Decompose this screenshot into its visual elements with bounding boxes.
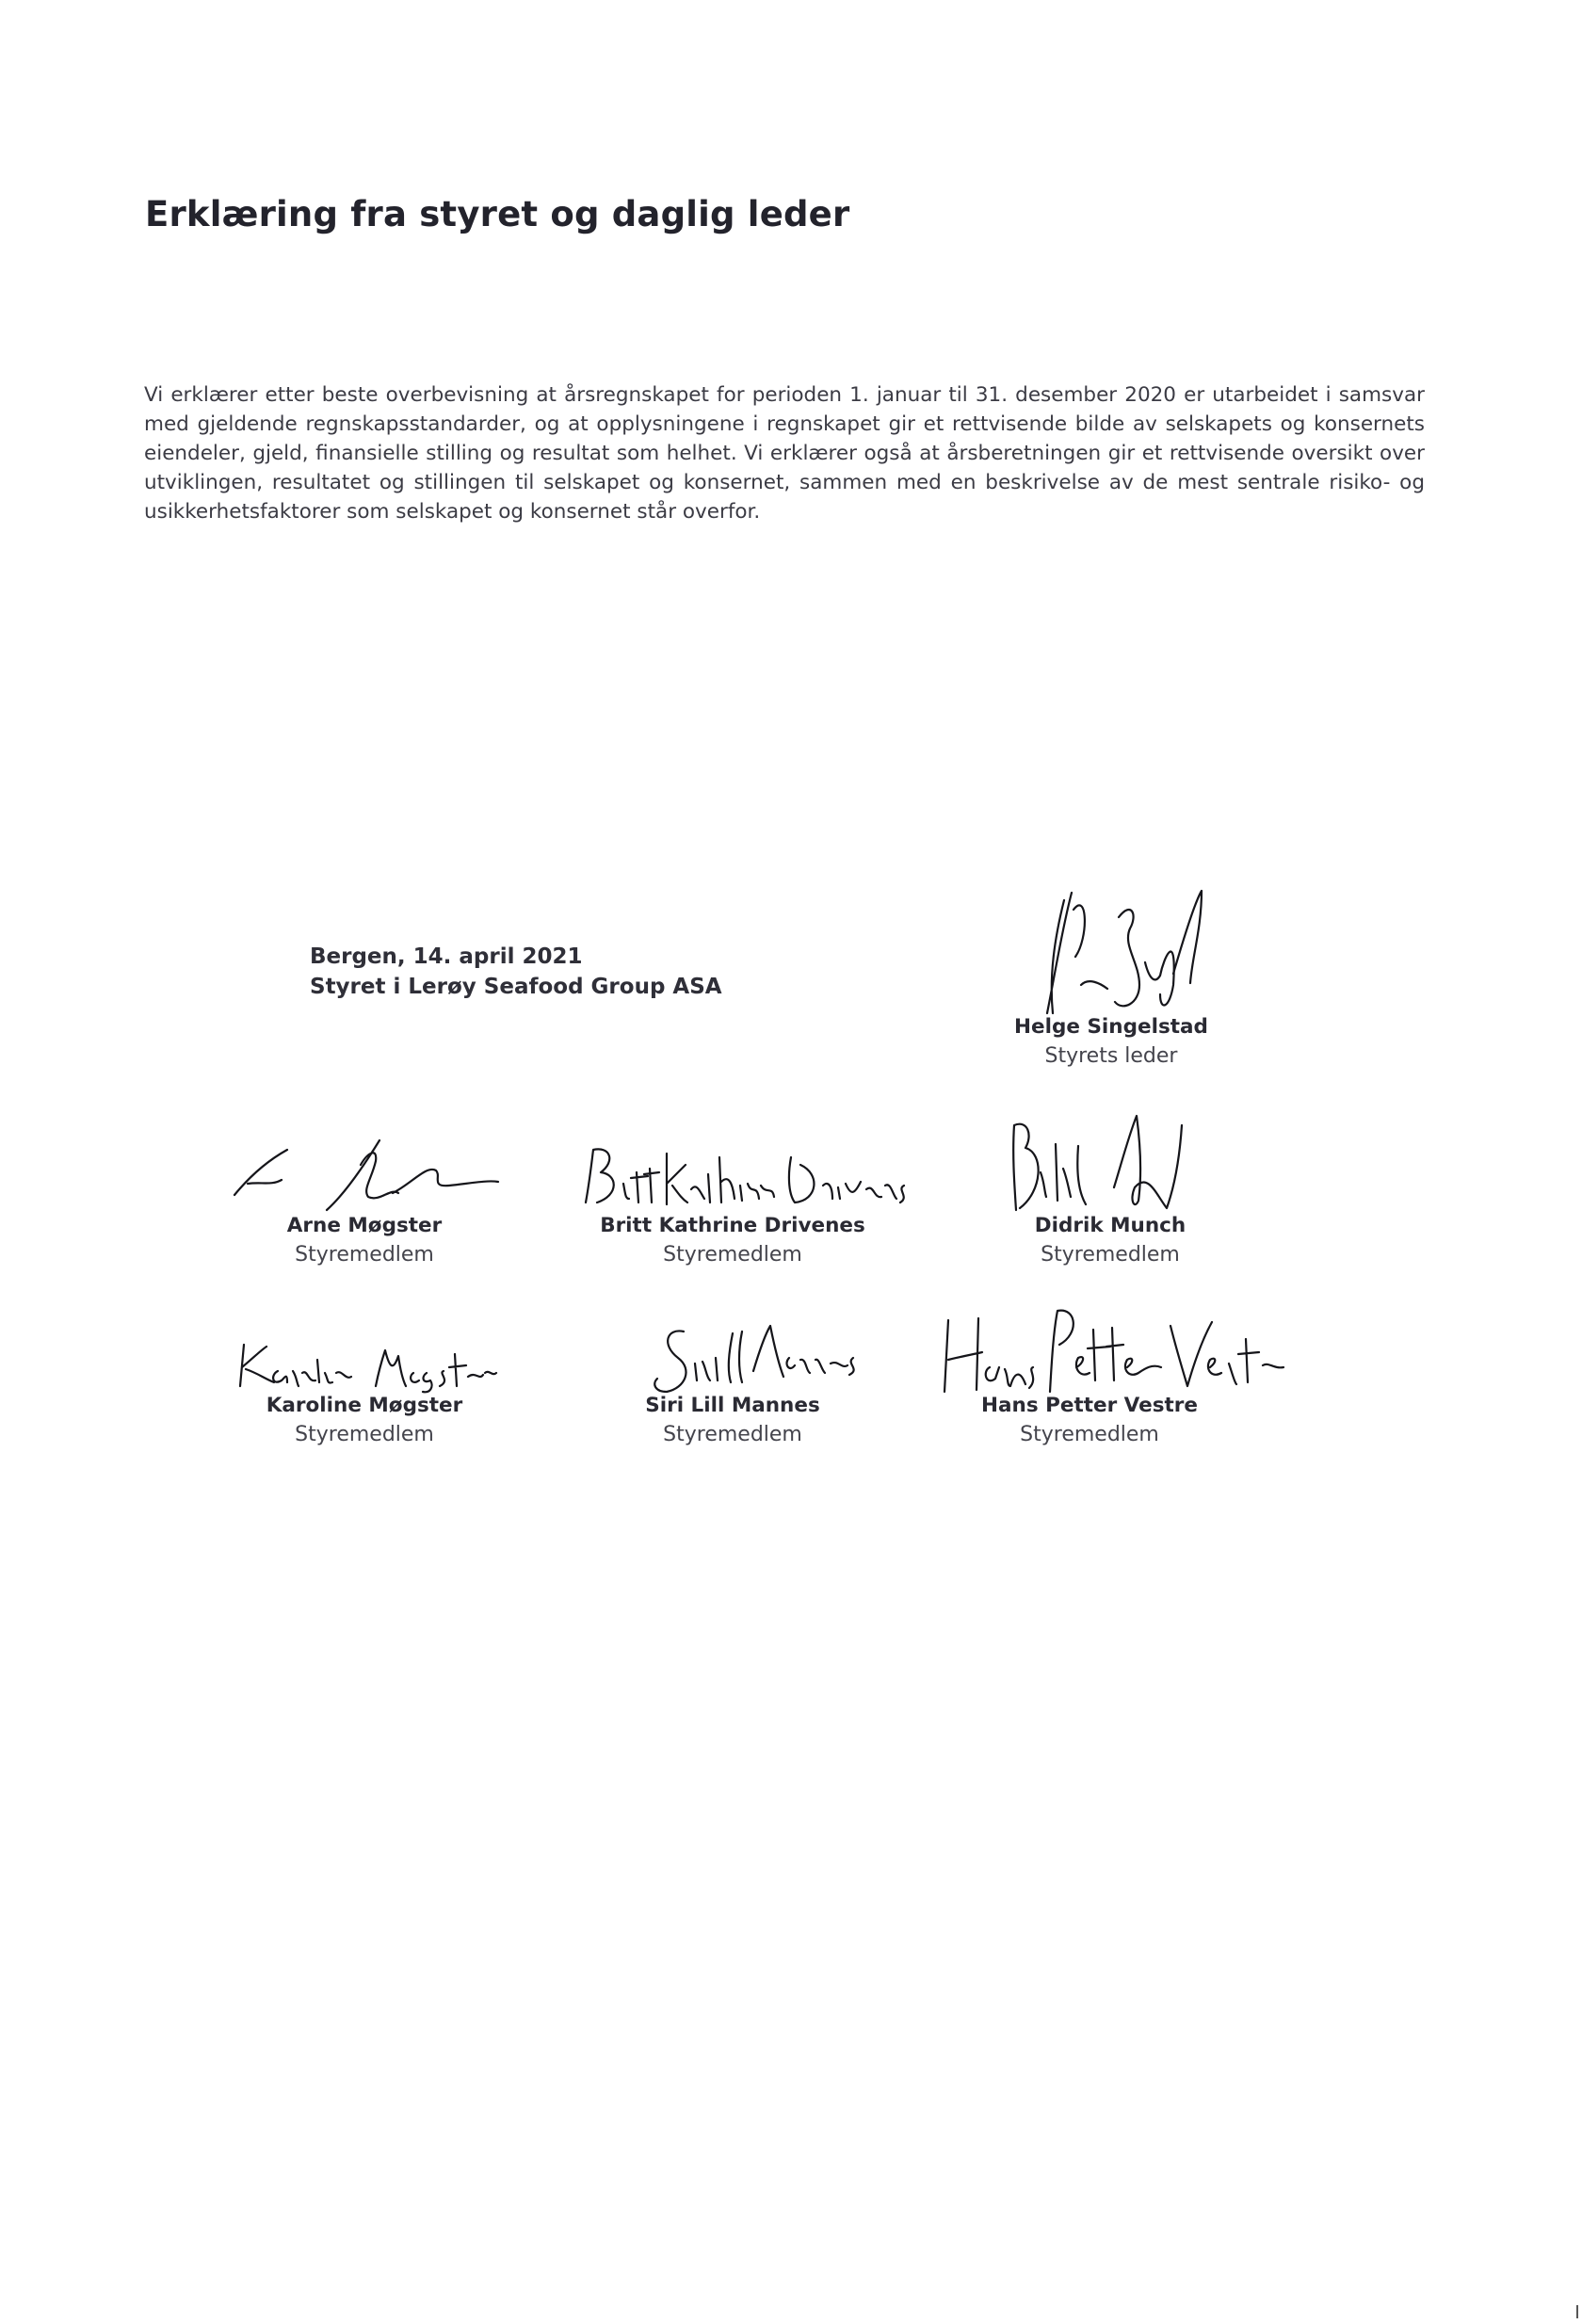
page-edge-mark <box>1576 2305 1578 2318</box>
signature-arne-mogster <box>167 1127 562 1221</box>
signer-role: Styremedlem <box>1041 1243 1180 1267</box>
signer-name: Karoline Møgster <box>266 1394 463 1417</box>
signer-name: Britt Kathrine Drivenes <box>600 1214 865 1237</box>
signature-didrik-munch <box>912 1106 1308 1218</box>
signer-didrik-munch <box>912 1212 1308 1270</box>
signer-name: Helge Singelstad <box>1014 1015 1208 1039</box>
signer-role: Styremedlem <box>295 1423 434 1446</box>
signature-hans-petter-vestre <box>892 1301 1287 1396</box>
signer-name: Hans Petter Vestre <box>981 1394 1198 1417</box>
place-date-block <box>310 942 722 1002</box>
signature-britt-kathrine-drivenes <box>535 1137 930 1218</box>
page-title: Erklæring fra styret og daglig leder <box>145 194 850 234</box>
signer-britt-kathrine-drivenes <box>535 1212 930 1270</box>
declaration-paragraph: Vi erklærer etter beste overbevisning at årsregnskapet for perioden 1. januar til 31. desember 2020 er utarbeidet i samsvar med gjeldende regnskapsstandarder, og at opplysningene i regnskapet gir et rettvisende bilde av selskapets og konsernets eiendeler, gjeld, finansielle stilling og resultat som helhet. Vi erklærer også at årsberetningen gir et rettvisende oversikt over utviklingen, resultatet og stillingen til selskapet og konsernet, sammen med en beskrivelse av de mest sentrale risiko- og usikkerhetsfaktorer som selskapet og konsernet står overfor. <box>144 383 1425 524</box>
board-name: Styret i Lerøy Seafood Group ASA <box>310 975 722 999</box>
signer-name: Didrik Munch <box>1034 1214 1186 1237</box>
signer-role: Styremedlem <box>295 1243 434 1267</box>
signer-helge-singelstad <box>913 1013 1309 1072</box>
signer-name: Siri Lill Mannes <box>645 1394 820 1417</box>
signer-role: Styremedlem <box>1020 1423 1159 1446</box>
signer-role: Styremedlem <box>663 1243 802 1267</box>
signature-karoline-mogster <box>167 1335 562 1394</box>
signer-arne-mogster <box>167 1212 562 1270</box>
signer-role: Styrets leder <box>1044 1044 1178 1068</box>
signer-name: Arne Møgster <box>286 1214 443 1237</box>
signature-siri-lill-mannes <box>535 1311 930 1399</box>
signature-helge-singelstad <box>913 872 1309 1032</box>
place-date: Bergen, 14. april 2021 <box>310 944 583 969</box>
signer-role: Styremedlem <box>663 1423 802 1446</box>
signer-karoline-mogster <box>167 1392 562 1450</box>
signer-siri-lill-mannes <box>535 1392 930 1450</box>
signer-hans-petter-vestre <box>892 1392 1287 1450</box>
